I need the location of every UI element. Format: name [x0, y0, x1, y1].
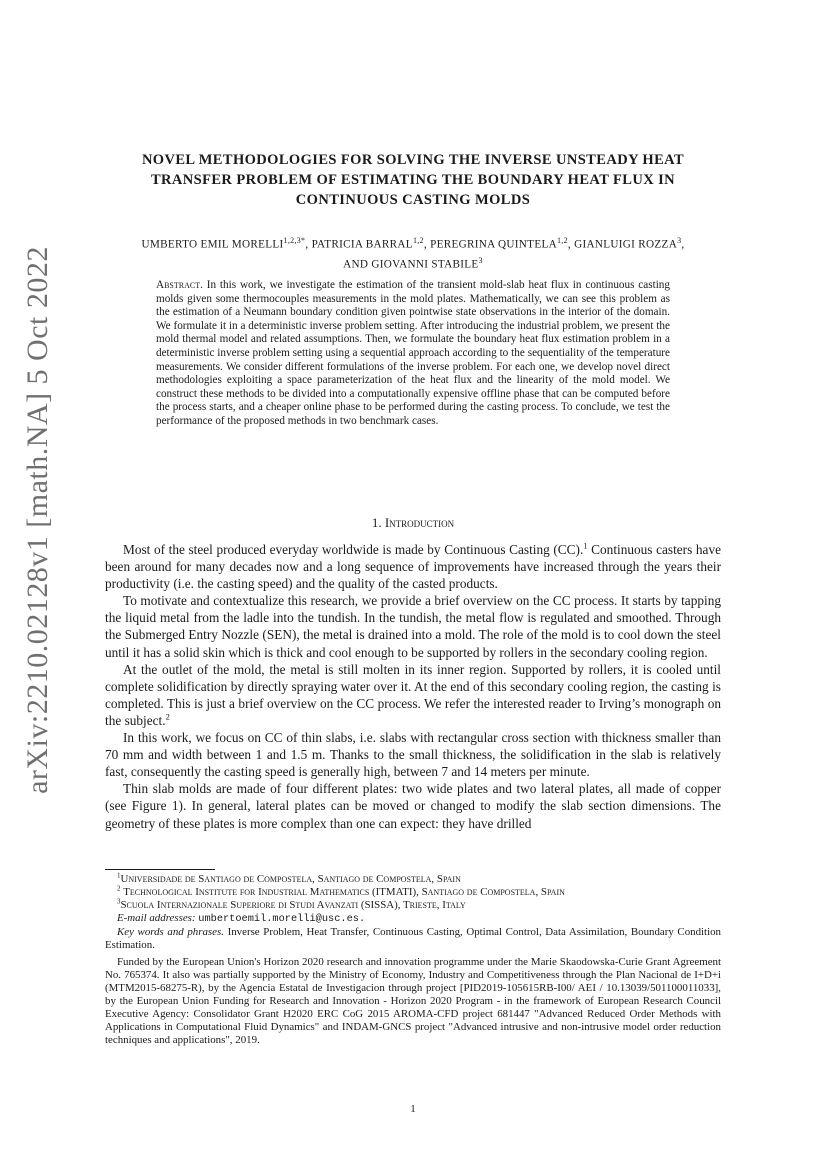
- keywords: Key words and phrases. Inverse Problem, Heat Transfer, Continuous Casting, Optimal Control, Data Assimilation, Boundary Condition Estimation.: [105, 925, 721, 951]
- author-name: UMBERTO EMIL MORELLI: [141, 238, 284, 251]
- section-title: Introduction: [384, 515, 455, 530]
- author-name: GIANLUIGI ROZZA: [574, 238, 678, 251]
- abstract-label: Abstract.: [156, 279, 203, 291]
- paragraph: In this work, we focus on CC of thin slabs, i.e. slabs with rectangular cross section with thickness smaller than 70 mm and width between 1 and 1.5 m. Thanks to the small thickness, the solidification in the slab is relatively fast, consequently the casting speed is generally high, between 7 and 14 meters per minute.: [105, 730, 721, 780]
- footnotes: [105, 873, 721, 1047]
- funding-note: Funded by the European Union's Horizon 2020 research and innovation programme under the Marie Skaodowska-Curie Grant Agreement No. 765374. It also was partially supported by the Ministry of Economy, Industry and Competitiveness through the Plan Nacional de I+D+i (MTM2015-68275-R), by the Agencia Estatal de Investigacion through project [PID2019-105615RB-I00/ AEI / 10.13039/501100011033], by the European Union Funding for Research and Innovation - Horizon 2020 Program - in the framework of European Research Council Executive Agency: Consolidator Grant H2020 ERC CoG 2015 AROMA-CFD project 681447 "Advanced Reduced Order Methods with Applications in Computational Fluid Dynamics" and INDAM-GNCS project "Advanced intrusive and non-intrusive model order reduction techniques and applications", 2019.: [105, 956, 721, 1046]
- author-affiliation: 3: [478, 255, 483, 265]
- author-affiliation: 1,2: [556, 236, 568, 245]
- footnote-ref: 1: [583, 540, 588, 551]
- keywords-label: Key words and phrases.: [117, 925, 224, 938]
- arxiv-identifier: arXiv:2210.02128v1 [math.NA] 5 Oct 2022: [21, 246, 54, 794]
- affiliation-3: $^3$Scuola Internazionale Superiore di Studi Avanzati (SISSA), Trieste, Italy: [117, 897, 466, 911]
- author-name: PEREGRINA QUINTELA: [430, 238, 557, 251]
- paragraph: Most of the steel produced everyday worldwide is made by Continuous Casting (CC).$^1$ Continuous casters have been around for many decades now and a long sequence of improvements have increased through the years their productivity (i.e. the casting speed) and the quality of the casted products.: [105, 540, 721, 592]
- email-line: [117, 912, 721, 926]
- arxiv-stamp: [8, 246, 68, 794]
- paragraph: Thin slab molds are made of four different plates: two wide plates and two lateral plates, all made of copper (see Figure 1). In general, lateral plates can be moved or changed to modify the slab section dimensions. The geometry of these plates is more complex than one can expect: they have drilled: [105, 781, 721, 831]
- affiliation-1: $^1$Universidade de Santiago de Compostela, Santiago de Compostela, Spain: [117, 871, 461, 885]
- author-affiliation: 1,2: [412, 236, 424, 245]
- page-number: 1: [410, 1103, 416, 1115]
- affiliation-2: $^2$ Technological Institute for Industrial Mathematics (ITMATI), Santiago de Compostela, Spain: [117, 884, 565, 898]
- section-heading: [100, 515, 726, 531]
- author-name: PATRICIA BARRAL: [311, 238, 413, 251]
- abstract-text: In this work, we investigate the estimation of the transient mold-slab heat flux in continuous casting molds given some thermocouples measurements in the mold plates. Mathematically, we can see this problem as the estimation of a Neumann boundary condition given pointwise state observations in the interior of the domain. We formulate it in a deterministic inverse problem setting. After introducing the industrial problem, we present the mold thermal model and related assumptions. Then, we formulate the boundary heat flux estimation problem in a deterministic inverse problem setting using a sequential approach according to the sequentiality of the temperature measurements. We consider different formulations of the inverse problem. For each one, we develop novel direct methodologies exploiting a space parameterization of the heat flux and the linearity of the mold model. We construct these methods to be divided into a computationally expensive offline phase that can be computed before the process starts, and a cheaper online phase to be performed during the casting process. To conclude, we test the performance of the proposed methods in two benchmark cases.: [156, 279, 670, 427]
- paper-title: NOVEL METHODOLOGIES FOR SOLVING THE INVERSE UNSTEADY HEAT TRANSFER PROBLEM OF ESTIMATING THE BOUNDARY HEAT FLUX IN CONTINUOUS CASTING MOLDS: [141, 152, 685, 208]
- section-number: 1.: [371, 515, 382, 530]
- body-text: [105, 541, 721, 832]
- email-label: E-mail addresses:: [117, 911, 196, 924]
- footnote-ref: 2: [165, 711, 170, 722]
- author-name: AND GIOVANNI STABILE: [343, 258, 479, 271]
- email-address[interactable]: umbertoemil.morelli@usc.es.: [198, 912, 366, 925]
- abstract: [156, 279, 670, 429]
- author-affiliation: 1,2,3*: [283, 236, 306, 245]
- footnote-divider: [105, 869, 215, 870]
- author-affiliation: 3: [677, 236, 682, 245]
- author-list: UMBERTO EMIL $MORELLI^{1,2,3*}$, PATRICIA BARRAL$^{1,2}$, PEREGRINA QUINTELA$^{1,2}$, GIANLUIGI ROZZA$^3$, AND GIOVANNI STABILE$^3$: [141, 236, 685, 271]
- paragraph: At the outlet of the mold, the metal is still molten in its inner region. Supported by rollers, it is cooled until complete solidification by directly spraying water over it. At the end of this secondary cooling region, the casting is completed. This is just a brief overview on the CC process. We refer the interested reader to Irving’s monograph on the subject.$^2$: [105, 661, 721, 728]
- paragraph: To motivate and contextualize this research, we provide a brief overview on the CC process. It starts by tapping the liquid metal from the ladle into the tundish. In the tundish, the metal flow is regulated and smoothed. Through the Submerged Entry Nozzle (SEN), the metal is drained into a mold. The role of the mold is to cool down the steel until it has a solid skin which is thick and cool enough to be supported by rollers in the secondary cooling region.: [105, 593, 721, 660]
